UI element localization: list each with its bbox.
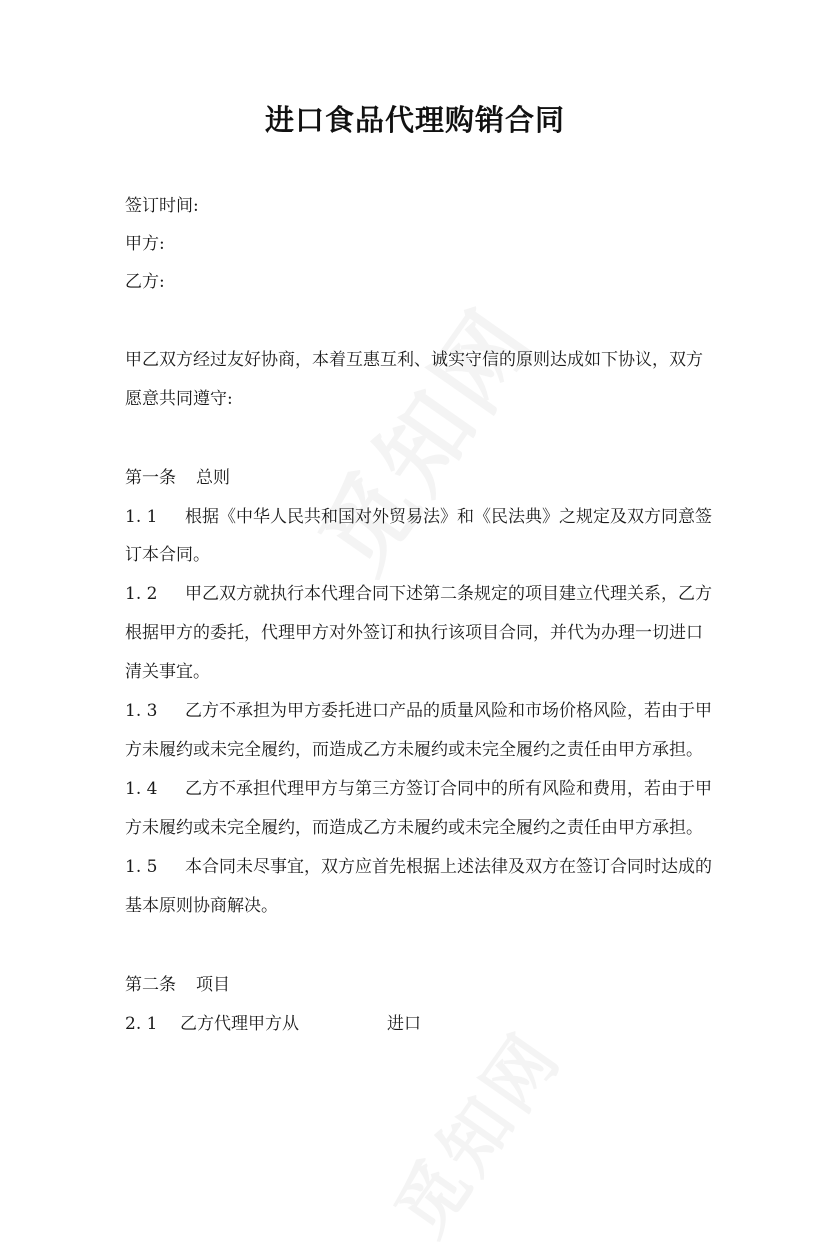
article-2-title: 项目 (196, 975, 230, 995)
article-1-heading (125, 468, 230, 488)
clause-2-1-text-after: 进口 (387, 1014, 421, 1034)
clause-1-4-number: 1. 4 (125, 779, 158, 799)
sign-date-field: 签订时间: (125, 196, 199, 216)
party-a-field: 甲方: (125, 234, 165, 254)
article-1-title: 总则 (196, 468, 230, 488)
clause-1-2-line-2: 根据甲方的委托，代理甲方对外签订和执行该项目合同，并代为办理一切进口 (125, 623, 703, 643)
clause-1-5-number: 1. 5 (125, 857, 158, 877)
clause-1-2-line-3: 清关事宜。 (125, 662, 210, 682)
preamble-line-2: 愿意共同遵守: (125, 389, 233, 409)
watermark-bottom (367, 1008, 581, 1253)
clause-text: 本合同未尽事宜，双方应首先根据上述法律及双方在签订合同时达成的 (185, 857, 712, 877)
article-2-number: 第二条 (125, 975, 176, 995)
clause-1-1-line-2: 订本合同。 (125, 545, 210, 565)
clause-1-5-line-2: 基本原则协商解决。 (125, 896, 278, 916)
clause-2-1-number: 2. 1 (125, 1014, 158, 1034)
party-b-field: 乙方: (125, 272, 165, 292)
watermark (284, 278, 561, 595)
clause-1-3-line-1 (125, 701, 712, 721)
clause-1-4-line-2: 方未履约或未完全履约，而造成乙方未履约或未完全履约之责任由甲方承担。 (125, 818, 703, 838)
clause-2-1-text-before: 乙方代理甲方从 (180, 1014, 299, 1034)
clause-1-3-line-2: 方未履约或未完全履约，而造成乙方未履约或未完全履约之责任由甲方承担。 (125, 740, 703, 760)
clause-1-1-number: 1. 1 (125, 507, 158, 527)
clause-1-3-number: 1. 3 (125, 701, 158, 721)
clause-1-4-line-1 (125, 779, 712, 799)
clause-1-2-number: 1. 2 (125, 584, 158, 604)
article-2-heading (125, 975, 230, 995)
article-1-number: 第一条 (125, 468, 176, 488)
clause-text: 乙方不承担代理甲方与第三方签订合同中的所有风险和费用，若由于甲 (185, 779, 712, 799)
preamble-line-1: 甲乙双方经过友好协商，本着互惠互利、诚实守信的原则达成如下协议，双方 (125, 350, 703, 370)
clause-text: 根据《中华人民共和国对外贸易法》和《民法典》之规定及双方同意签 (185, 507, 712, 527)
document-title: 进口食品代理购销合同 (264, 103, 565, 137)
clause-text: 甲乙双方就执行本代理合同下述第二条规定的项目建立代理关系，乙方 (185, 584, 712, 604)
clause-1-2-line-1 (125, 584, 712, 604)
clause-1-5-line-1 (125, 857, 712, 877)
clause-text: 乙方不承担为甲方委托进口产品的质量风险和市场价格风险，若由于甲 (185, 701, 712, 721)
clause-2-1-line-1 (125, 1014, 421, 1034)
clause-1-1-line-1 (125, 507, 712, 527)
